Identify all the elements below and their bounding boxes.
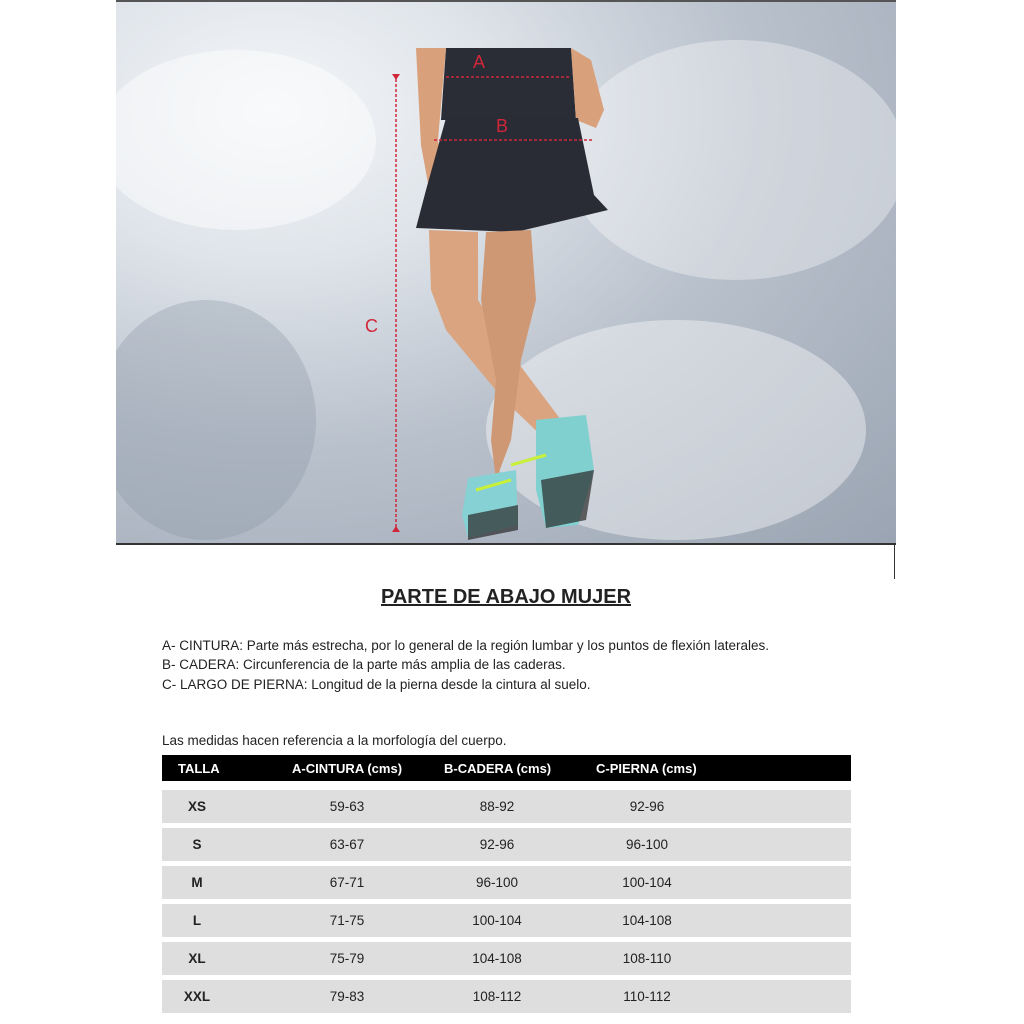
measure-label-b: B bbox=[496, 116, 509, 136]
measure-label-c: C bbox=[365, 316, 378, 336]
cell-pierna: 92-96 bbox=[629, 799, 665, 814]
cell-cintura: 79-83 bbox=[329, 989, 365, 1004]
size-table-header bbox=[162, 755, 851, 781]
cell-pierna: 104-108 bbox=[622, 913, 672, 928]
header-cintura: A-CINTURA (cms) bbox=[292, 761, 403, 776]
table-row bbox=[162, 828, 851, 861]
photo-frame-bottom bbox=[116, 543, 896, 545]
definition-a: A- CINTURA: Parte más estrecha, por lo general de la región lumbar y los puntos de flexión laterales. bbox=[162, 638, 770, 653]
cell-size: XS bbox=[187, 799, 206, 814]
header-talla: TALLA bbox=[178, 761, 220, 776]
measure-label-a: A bbox=[473, 52, 486, 72]
cell-cintura: 67-71 bbox=[329, 875, 365, 890]
cell-pierna: 100-104 bbox=[622, 875, 672, 890]
cell-cintura: 59-63 bbox=[329, 799, 365, 814]
cell-cadera: 88-92 bbox=[479, 799, 515, 814]
cell-size: XXL bbox=[183, 989, 211, 1004]
cell-cadera: 104-108 bbox=[472, 951, 522, 966]
frame-divider bbox=[894, 545, 895, 579]
cell-cintura: 75-79 bbox=[329, 951, 365, 966]
table-row bbox=[162, 866, 851, 899]
cell-cadera: 108-112 bbox=[472, 989, 522, 1004]
cell-cadera: 92-96 bbox=[479, 837, 515, 852]
cell-size: S bbox=[192, 837, 202, 852]
table-row bbox=[162, 980, 851, 1013]
definition-c: C- LARGO DE PIERNA: Longitud de la pierna desde la cintura al suelo. bbox=[162, 677, 591, 692]
table-row bbox=[162, 790, 851, 823]
table-row bbox=[162, 904, 851, 937]
cell-cintura: 63-67 bbox=[329, 837, 365, 852]
table-row bbox=[162, 942, 851, 975]
page-title: PARTE DE ABAJO MUJER bbox=[380, 586, 632, 608]
table-note: Las medidas hacen referencia a la morfología del cuerpo. bbox=[162, 733, 507, 748]
product-photo bbox=[116, 0, 896, 545]
cell-cadera: 100-104 bbox=[472, 913, 522, 928]
cell-pierna: 96-100 bbox=[625, 837, 669, 852]
cell-cadera: 96-100 bbox=[475, 875, 519, 890]
cell-size: M bbox=[191, 875, 203, 890]
cell-pierna: 108-110 bbox=[622, 951, 672, 966]
cell-pierna: 110-112 bbox=[623, 989, 671, 1004]
cell-size: L bbox=[192, 913, 202, 928]
header-pierna: C-PIERNA (cms) bbox=[596, 761, 697, 776]
model-figure bbox=[116, 0, 896, 545]
definition-b: B- CADERA: Circunferencia de la parte más amplia de las caderas. bbox=[162, 657, 566, 672]
header-cadera: B-CADERA (cms) bbox=[444, 761, 552, 776]
cell-size: XL bbox=[188, 951, 206, 966]
cell-cintura: 71-75 bbox=[329, 913, 365, 928]
